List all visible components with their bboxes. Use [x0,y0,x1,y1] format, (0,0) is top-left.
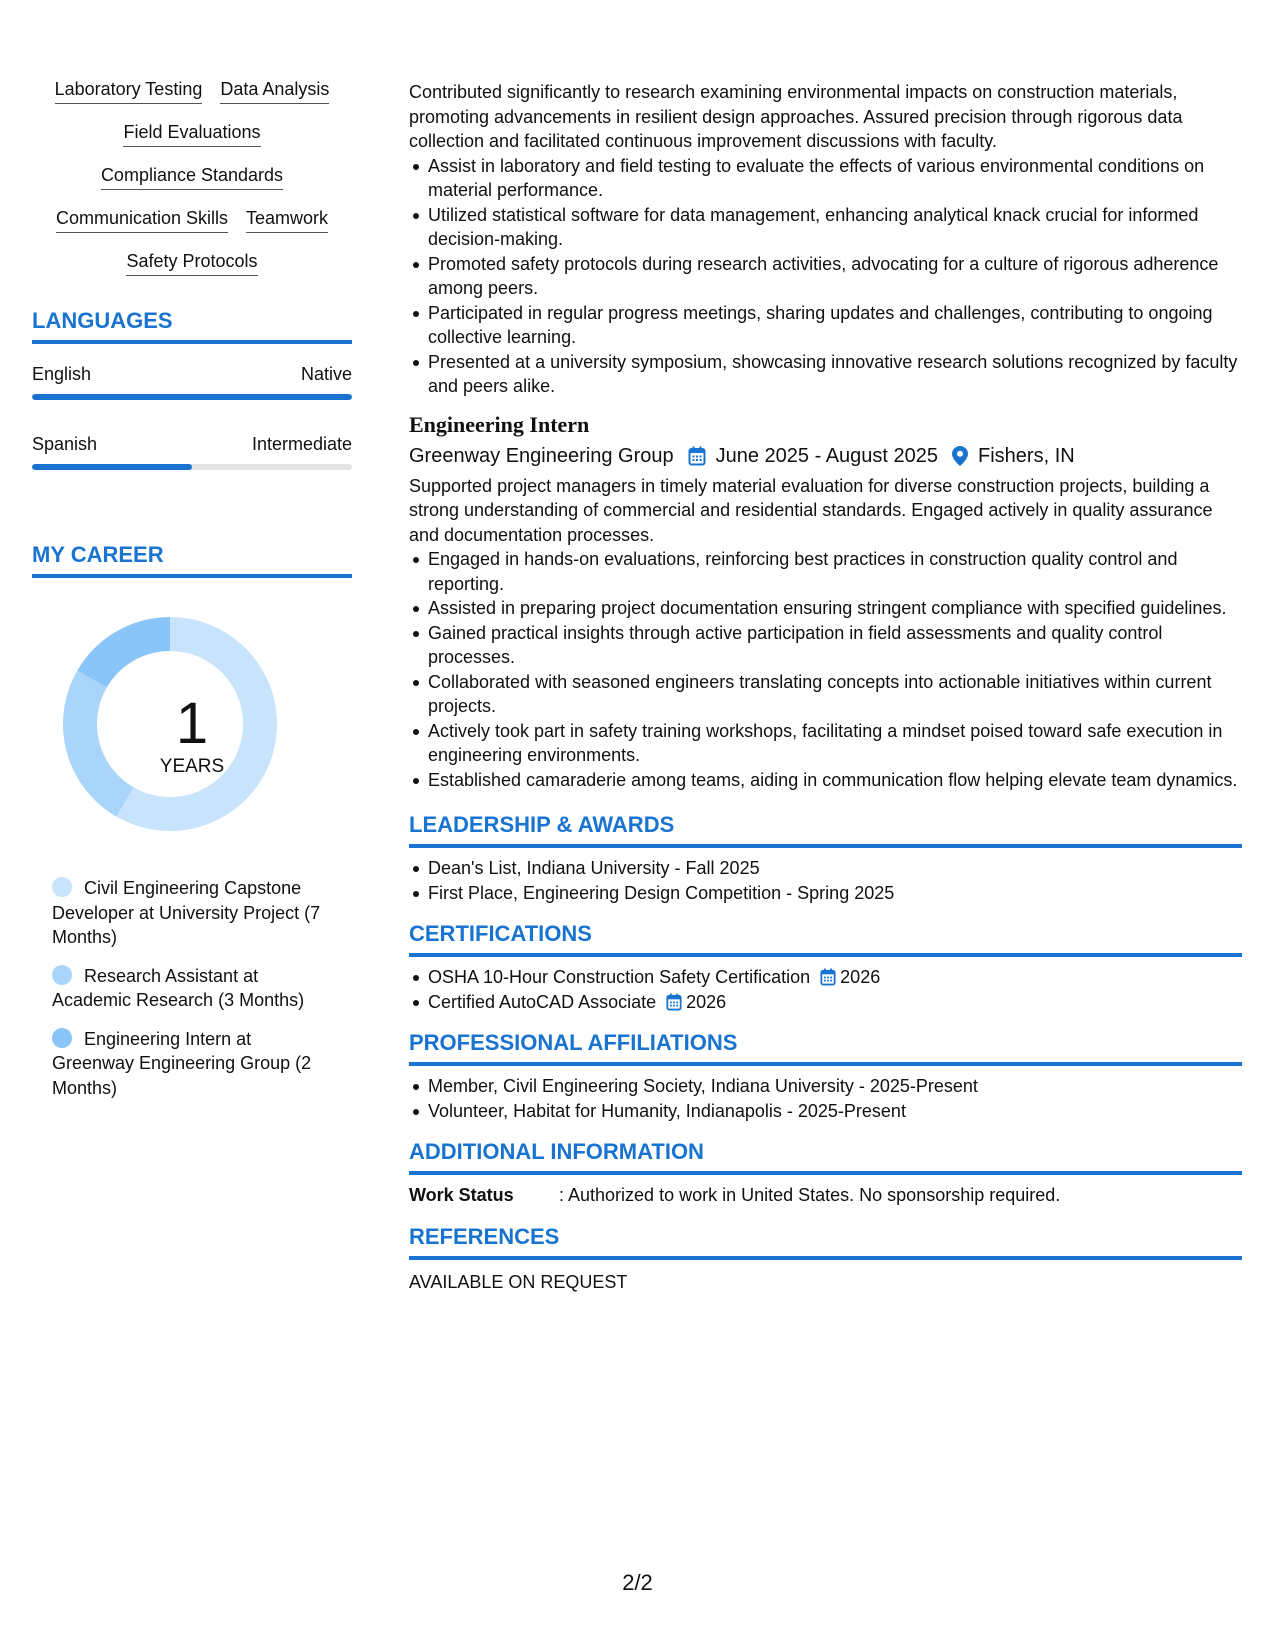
language-name: Spanish [32,434,98,454]
languages-heading: LANGUAGES [32,308,352,344]
certifications-heading: CERTIFICATIONS [409,921,1242,957]
list-item: Actively took part in safety training workshops, facilitating a mindset poised toward safe execution in engineering environments. [428,719,1242,768]
legend-label: Research Assistant at Academic Research (3 Months) [52,965,305,1010]
legend-item [52,964,332,1013]
career-total-unit: YEARS [159,756,225,777]
proficiency-bar [32,464,352,470]
references-heading: REFERENCES [409,1224,1242,1260]
skill-row [32,207,352,233]
proficiency-fill [32,394,352,400]
career-heading: MY CAREER [32,542,352,578]
affiliations-heading: PROFESSIONAL AFFILIATIONS [409,1030,1242,1066]
calendar-icon [688,446,706,466]
legend-dot [52,877,72,897]
list-item: Dean's List, Indiana University - Fall 2025 [428,856,1242,881]
job-location: Fishers, IN [978,444,1075,467]
skill-row [32,250,352,276]
skill-tag: Data Analysis [220,78,329,104]
affiliations-list [409,1074,1242,1123]
list-item [428,965,1242,990]
legend-dot [52,965,72,985]
leadership-heading: LEADERSHIP & AWARDS [409,812,1242,848]
skill-row [32,121,352,147]
list-item: Member, Civil Engineering Society, Indiana University - 2025-Present [428,1074,1242,1099]
skill-tag: Field Evaluations [123,121,260,147]
job-summary: Supported project managers in timely material evaluation for diverse construction projects, building a strong understanding of commercial and residential standards. Engaged actively in quality assurance and documentation processes. [409,475,1213,545]
company-name: Greenway Engineering Group [409,444,674,467]
prev-job-bullets [409,154,1242,399]
language-spanish [32,433,352,470]
skills-section [32,78,352,276]
job-title: Engineering Intern [409,411,590,437]
calendar-icon [666,993,682,1011]
skill-row [32,78,352,104]
list-item [428,990,1242,1015]
page-number: 2/2 [622,1570,653,1595]
donut-segment [77,617,170,688]
list-item: Gained practical insights through active participation in field assessments and quality control processes. [428,621,1242,670]
work-status-label: Work Status [409,1185,514,1205]
additional-info-heading: ADDITIONAL INFORMATION [409,1139,1242,1175]
list-item: Volunteer, Habitat for Humanity, Indianapolis - 2025-Present [428,1099,1242,1124]
list-item: Participated in regular progress meetings, sharing updates and challenges, contributing to ongoing collective learning. [428,301,1242,350]
proficiency-bar [32,394,352,400]
list-item: Established camaraderie among teams, aiding in communication flow helping elevate team dynamics. [428,768,1242,793]
legend-item [52,1027,332,1101]
references-text: AVAILABLE ON REQUEST [409,1271,628,1292]
legend-label: Civil Engineering Capstone Developer at University Project (7 Months) [52,878,321,947]
cert-date [656,992,726,1012]
job-dates: June 2025 - August 2025 [715,444,939,467]
career-total-number: 1 [175,691,209,756]
list-item: Utilized statistical software for data management, enhancing analytical knack crucial for informed decision-making. [428,203,1242,252]
skill-tag: Laboratory Testing [55,78,203,104]
list-item: Engaged in hands-on evaluations, reinforcing best practices in construction quality control and reporting. [428,547,1242,596]
list-item: Promoted safety protocols during research activities, advocating for a culture of rigorous adherence among peers. [428,252,1242,301]
sidebar [32,78,352,1104]
prev-job-summary: Contributed significantly to research examining environmental impacts on construction materials, promoting advancements in resilient design approaches. Assured precision through rigorous data collection and facilitated continuous improvement discussions with faculty. [409,82,1183,151]
skill-row [32,164,352,190]
job-meta [409,443,1242,469]
cert-year: 2026 [686,991,727,1012]
list-item: Assist in laboratory and field testing to evaluate the effects of various environmental conditions on material performance. [428,154,1242,203]
cert-date [810,967,880,987]
language-name: English [32,364,92,384]
skill-tag: Compliance Standards [101,164,283,190]
language-level: Intermediate [251,434,352,454]
certifications-list [409,965,1242,1014]
list-item: Assisted in preparing project documentation ensuring stringent compliance with specified guidelines. [428,596,1242,621]
leadership-list [409,856,1242,905]
legend-dot [52,1028,72,1048]
calendar-icon [820,968,836,986]
work-status-row [409,1183,1242,1208]
main-column [409,80,1242,1294]
skill-tag: Communication Skills [56,207,228,233]
skill-tag: Teamwork [246,207,328,233]
legend-label: Engineering Intern at Greenway Engineering Group (2 Months) [52,1028,312,1098]
career-legend [32,876,332,1100]
list-item: First Place, Engineering Design Competition - Spring 2025 [428,881,1242,906]
location-pin-icon [952,446,968,466]
list-item: Collaborated with seasoned engineers translating concepts into actionable initiatives within current projects. [428,670,1242,719]
legend-item [52,876,332,950]
skill-tag: Safety Protocols [126,250,257,276]
career-donut-chart [32,614,352,844]
list-item: Presented at a university symposium, showcasing innovative research solutions recognized by faculty and peers alike. [428,350,1242,399]
cert-year: 2026 [840,967,881,987]
proficiency-fill [32,464,192,470]
work-status-value: : Authorized to work in United States. No sponsorship required. [559,1185,1061,1205]
language-level: Native [300,364,352,384]
language-english [32,363,352,400]
job-bullets [409,547,1242,792]
cert-name: OSHA 10-Hour Construction Safety Certification [428,967,811,987]
cert-name: Certified AutoCAD Associate [428,991,657,1012]
